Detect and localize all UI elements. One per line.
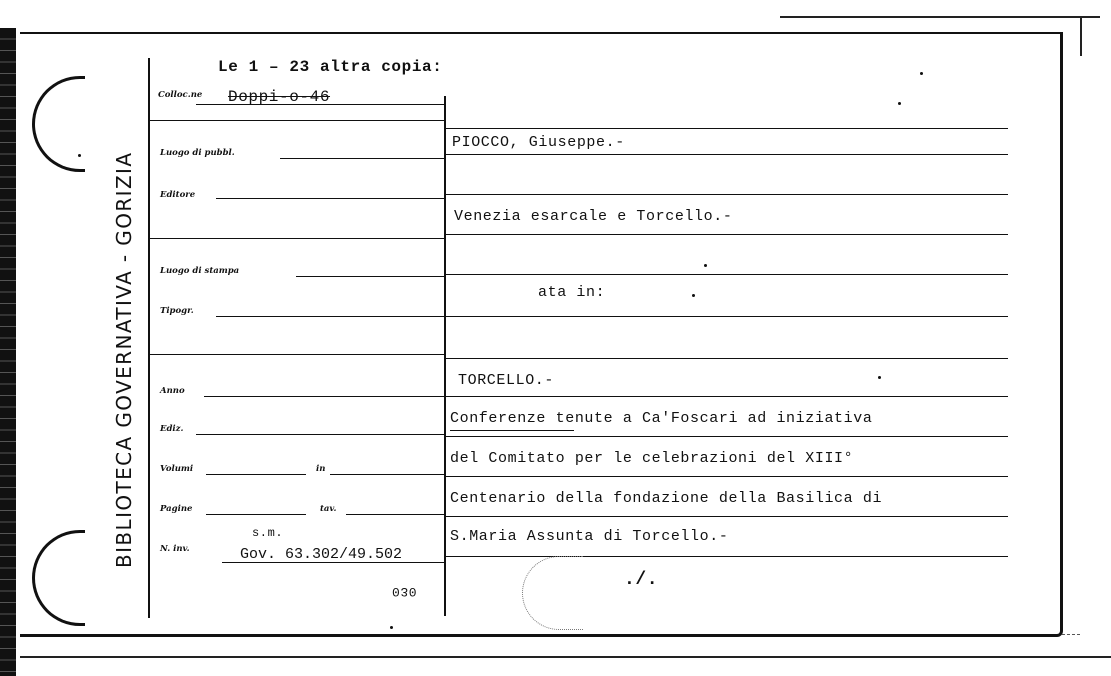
right-rule-4	[446, 274, 1008, 275]
volumi-label: Volumi	[160, 464, 194, 474]
anno-rule	[204, 396, 444, 397]
left-rule-0	[150, 120, 444, 121]
tipogr-rule	[216, 316, 444, 317]
speck	[898, 102, 901, 105]
collocazione-rule	[196, 104, 444, 105]
speck	[878, 376, 881, 379]
conferenze-underline	[450, 430, 574, 431]
right-rule-3	[446, 234, 1008, 235]
pagine-label: Pagine	[160, 504, 193, 514]
left-margin-rule	[148, 58, 150, 618]
closing-mark: ./.	[624, 570, 659, 590]
entry-line-1: Conferenze tenute a Ca'Foscari ad iniziativa	[450, 410, 873, 427]
in-label: in	[316, 464, 326, 474]
scan-edge-strip	[0, 28, 16, 676]
editore-rule	[216, 198, 444, 199]
right-rule-1	[446, 154, 1008, 155]
luogo-stampa-label: Luogo di stampa	[160, 266, 240, 276]
speck	[692, 294, 695, 297]
entry-author: PIOCCO, Giuseppe.-	[452, 134, 625, 151]
column-divider	[444, 96, 446, 616]
in-rule	[330, 474, 444, 475]
library-stamp: BIBLIOTECA GOVERNATIVA - GORIZIA	[112, 151, 136, 568]
entry-series-title: TORCELLO.-	[458, 372, 555, 389]
right-rule-10	[446, 516, 1008, 517]
volumi-rule	[206, 474, 306, 475]
entry-published-in: ata in:	[538, 284, 606, 301]
left-rule-2	[150, 354, 444, 355]
speck	[78, 154, 81, 157]
inv-value: Gov. 63.302/49.502	[240, 546, 403, 563]
entry-line-2: del Comitato per le celebrazioni del XIII°	[450, 450, 854, 467]
anno-label: Anno	[160, 386, 185, 396]
inv-rule	[222, 562, 444, 563]
speck	[920, 72, 923, 75]
collocazione-value: Doppi-o-46	[228, 88, 331, 106]
inv-sm: s.m.	[252, 526, 284, 540]
inv-label: N. inv.	[160, 544, 190, 554]
bottom-scan-line	[20, 656, 1111, 658]
luogo-stampa-rule	[296, 276, 444, 277]
entry-line-4: S.Maria Assunta di Torcello.-	[450, 528, 729, 545]
right-rule-7	[446, 396, 1008, 397]
small-number: 030	[392, 584, 418, 599]
tav-label: tav.	[320, 504, 337, 514]
luogo-pubbl-rule	[280, 158, 444, 159]
right-rule-11	[446, 556, 1008, 557]
right-rule-0	[446, 128, 1008, 129]
speck	[704, 264, 707, 267]
entry-line-3: Centenario della fondazione della Basilica di	[450, 490, 883, 507]
collocazione-label: Colloc.ne	[158, 90, 203, 100]
luogo-pubbl-label: Luogo di pubbl.	[160, 148, 235, 158]
tipogr-label: Tipogr.	[160, 306, 194, 316]
ediz-rule	[196, 434, 444, 435]
editore-label: Editore	[160, 190, 196, 200]
speck	[390, 626, 393, 629]
ediz-label: Ediz.	[160, 424, 184, 434]
right-rule-2	[446, 194, 1008, 195]
top-right-corner-line	[1080, 16, 1082, 56]
right-rule-8	[446, 436, 1008, 437]
card-header: Le 1 – 23 altra copia:	[218, 58, 443, 76]
tav-rule	[346, 514, 444, 515]
right-rule-6	[446, 358, 1008, 359]
top-scan-line	[780, 16, 1100, 18]
right-rule-9	[446, 476, 1008, 477]
right-rule-5	[446, 316, 1008, 317]
entry-title: Venezia esarcale e Torcello.-	[454, 208, 733, 225]
pagine-rule	[206, 514, 306, 515]
left-rule-1	[150, 238, 444, 239]
